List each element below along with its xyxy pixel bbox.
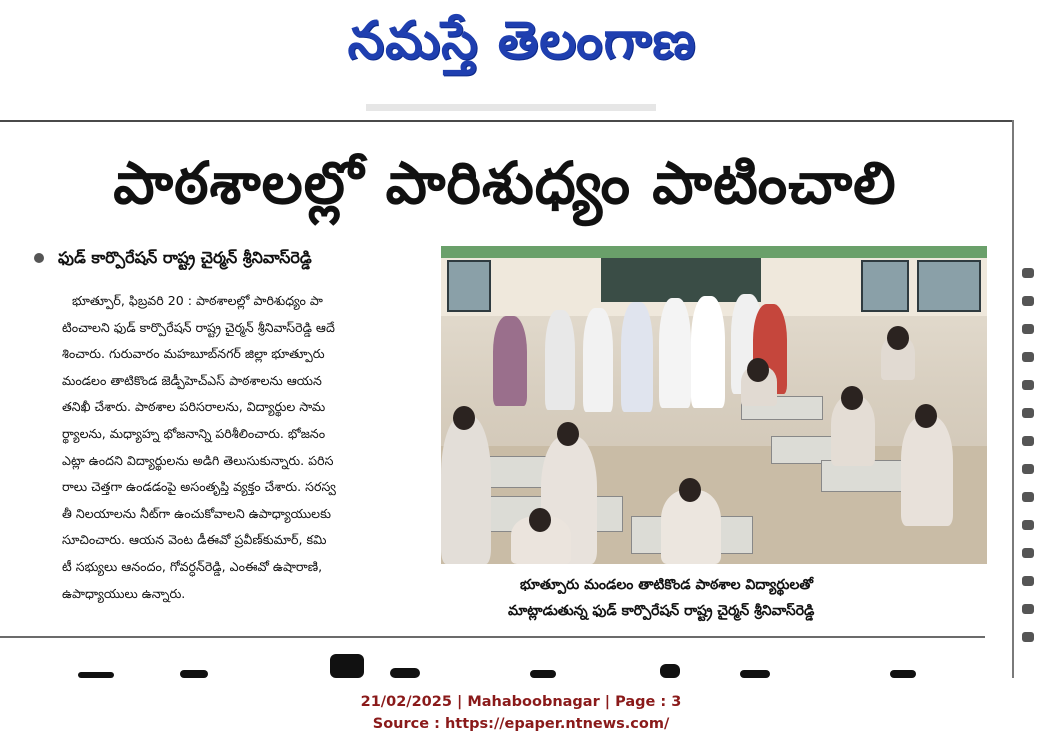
photo-student-head [841, 386, 863, 410]
caption-line: మాట్లాడుతున్న ఫుడ్ కార్పొరేషన్ రాష్ట్ర చైర్మన్ శ్రీనివాస్‌రెడ్డి [508, 603, 815, 619]
glyph-fragment [1022, 464, 1034, 474]
glyph-fragment [1022, 380, 1034, 390]
page-footer [0, 678, 1042, 755]
glyph-fragment [1022, 408, 1034, 418]
article-subheadline [28, 244, 428, 272]
classroom-photo [441, 246, 987, 564]
body-line: టీ సభ్యులు ఆనందం, గోవర్ధన్‌రెడ్డి, ఎంఈవో ఉషారాణి, [62, 558, 323, 574]
glyph-fragment [1022, 492, 1034, 502]
newspaper-logo: నమస్తే తెలంగాణ [347, 11, 697, 71]
photo-person [583, 308, 613, 412]
body-line: సూచించారు. ఆయన వెంట డీఈవో ప్రవీణ్‌కుమార్, కమి [62, 532, 327, 548]
photo-student [901, 416, 953, 526]
glyph-fragment [890, 670, 916, 678]
glyph-fragment [180, 670, 208, 678]
masthead-strip [366, 104, 656, 111]
glyph-fragment [1022, 548, 1034, 558]
glyph-fragment [1022, 268, 1034, 278]
body-line: ఉపాధ్యాయులు ఉన్నారు. [62, 585, 186, 601]
subheadline-text: ఫుడ్ కార్పొరేషన్ రాష్ట్ర చైర్మన్ శ్రీనివాస్‌రెడ్డి [58, 248, 312, 267]
body-line: ర్థ్యాలను, మధ్యాహ్న భోజనాన్ని పరిశీలించారు. భోజనం [62, 425, 326, 441]
photo-caption [508, 572, 950, 624]
photo-wall-band [441, 246, 987, 258]
photo-student-head [679, 478, 701, 502]
glyph-fragment [1022, 296, 1034, 306]
body-line: తనిఖీ చేశారు. పాఠశాల పరిసరాలను, విద్యార్థుల సామ [62, 399, 326, 415]
top-rule [0, 120, 1012, 122]
caption-line: భూత్పూరు మండలం తాటికొండ పాఠశాల విద్యార్థులతో [520, 577, 814, 593]
glyph-fragment [330, 654, 364, 678]
next-headline-fragment [60, 652, 990, 678]
body-line: శించారు. గురువారం మహబూబ్‌నగర్ జిల్లా భూత్పూరు [62, 346, 325, 362]
photo-student [441, 416, 491, 564]
photo-window [447, 260, 491, 312]
photo-student-head [747, 358, 769, 382]
glyph-fragment [660, 664, 680, 678]
adjacent-column-fragment [1018, 268, 1038, 678]
glyph-fragment [1022, 604, 1034, 614]
glyph-fragment [390, 668, 420, 678]
masthead [0, 0, 1042, 120]
photo-person [659, 298, 691, 408]
body-line: మండలం తాటికొండ జెడ్పీహెచ్‌ఎస్ పాఠశాలను ఆయన [62, 372, 322, 388]
photo-person [545, 310, 575, 410]
photo-student-head [453, 406, 475, 430]
photo-board [601, 258, 761, 302]
glyph-fragment [530, 670, 556, 678]
photo-window [861, 260, 909, 312]
article-headline: పాఠశాలల్లో పారిశుధ్యం పాటించాలి [113, 149, 897, 217]
photo-student-head [887, 326, 909, 350]
glyph-fragment [1022, 352, 1034, 362]
glyph-fragment [1022, 632, 1034, 642]
body-line: ఎట్లా ఉందని విద్యార్థులను అడిగి తెలుసుకున్నారు. పరిస [62, 452, 334, 468]
section-rule [0, 636, 985, 638]
glyph-fragment [1022, 324, 1034, 334]
body-line: రాలు చెత్తగా ఉండడంపై అసంతృప్తి వ్యక్తం చేశారు. సరస్వ [62, 479, 336, 495]
body-line: టించాలని ఫుడ్ కార్పొరేషన్ రాష్ట్ర చైర్మన్ శ్రీనివాస్‌రెడ్డి ఆదే [62, 319, 335, 335]
photo-window [917, 260, 981, 312]
glyph-fragment [1022, 520, 1034, 530]
photo-person [621, 302, 653, 412]
glyph-fragment [740, 670, 770, 678]
column-rule [1012, 120, 1014, 680]
glyph-fragment [1022, 436, 1034, 446]
footer-source: Source : https://epaper.ntnews.com/ [372, 716, 670, 732]
body-line: తీ నిలయాలను నీట్‌గా ఉంచుకోవాలని ఉపాధ్యాయులకు [62, 505, 332, 521]
glyph-fragment [1022, 576, 1034, 586]
footer-edition-info: 21/02/2025 | Mahaboobnagar | Page : 3 [360, 694, 682, 710]
article-body [62, 288, 424, 607]
photo-student-head [529, 508, 551, 532]
photo-person [691, 296, 725, 408]
photo-student-head [557, 422, 579, 446]
body-line: భూత్పూర్, ఫిబ్రవరి 20 : పాఠశాలల్లో పారిశుధ్యం పా [72, 293, 323, 308]
bullet-icon [34, 253, 44, 263]
photo-student-head [915, 404, 937, 428]
photo-person [493, 316, 527, 406]
